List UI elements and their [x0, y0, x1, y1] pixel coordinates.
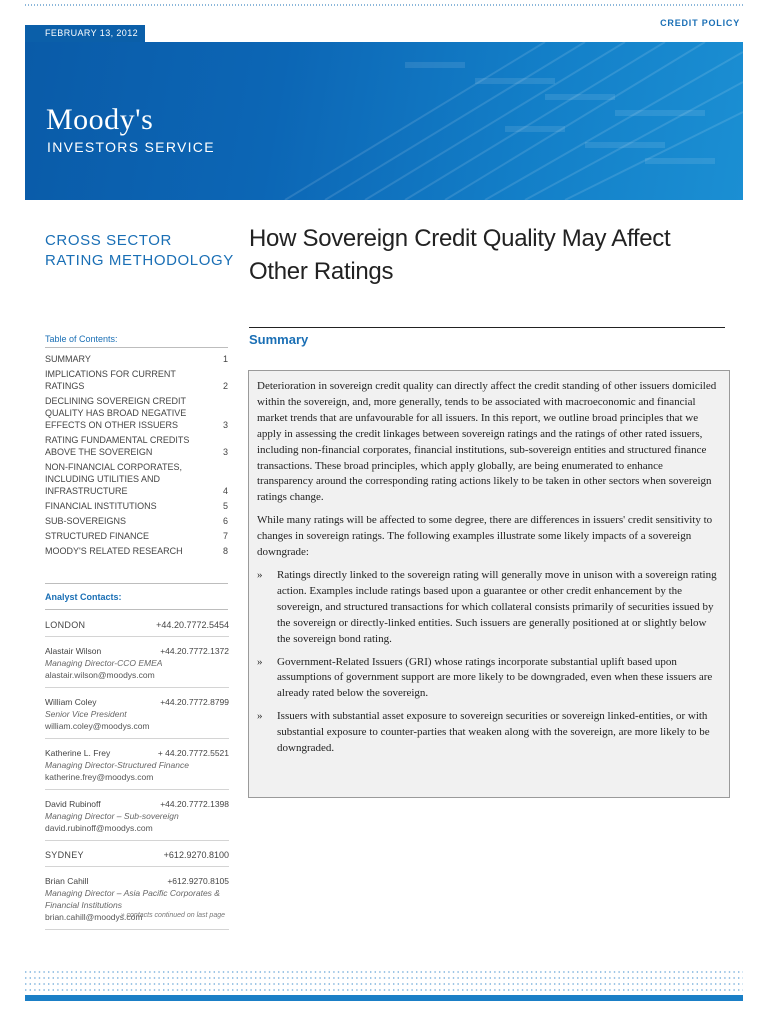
analyst-contact: [45, 637, 229, 687]
toc-item-label: IMPLICATIONS FOR CURRENT RATINGS: [45, 369, 176, 391]
summary-bullet: [257, 709, 721, 757]
analyst-phone: + 44.20.7772.5521: [157, 748, 229, 758]
analyst-email[interactable]: alastair.wilson@moodys.com: [45, 670, 155, 680]
analyst-title: Managing Director-Structured Finance: [45, 760, 189, 770]
analyst-email[interactable]: william.coley@moodys.com: [45, 721, 150, 731]
date-bar: [25, 25, 145, 42]
toc-item[interactable]: [45, 395, 228, 431]
methodology-label-line1: CROSS SECTOR: [45, 232, 172, 249]
analyst-contact: [45, 867, 229, 929]
analyst-email[interactable]: katherine.frey@moodys.com: [45, 772, 154, 782]
toc-item-label: RATING FUNDAMENTAL CREDITS ABOVE THE SOVEREIGN: [45, 435, 190, 457]
toc-item-page: 4: [222, 486, 228, 496]
analyst-contacts: [45, 620, 229, 930]
contact-divider: [45, 929, 229, 930]
moodys-logo-subtitle: INVESTORS SERVICE: [47, 139, 215, 155]
toc-item[interactable]: [45, 353, 228, 365]
analyst-name: William Coley: [45, 697, 97, 707]
publication-date: FEBRUARY 13, 2012: [45, 28, 139, 38]
summary-box: [248, 370, 730, 798]
toc-item[interactable]: [45, 545, 228, 557]
analyst-name: Katherine L. Frey: [45, 748, 111, 758]
analyst-phone: +612.9270.8105: [167, 876, 229, 886]
bullet-text: Ratings directly linked to the sovereign rating will generally move in unison with a sovereign rating action. Examples include ratings based upon a guarantee or other credit enhancement by the sovereign, and structured transactions for which collateral consists primarily of securities issued by the sovereign or directly-linked entities. Such issuers are generally positioned at or slightly below the sovereign bond rating.: [277, 568, 717, 645]
top-decorative-line: [0, 0, 768, 10]
toc-item-page: 8: [222, 546, 228, 556]
analyst-name: Alastair Wilson: [45, 646, 102, 656]
analyst-email[interactable]: brian.cahill@moodys.com: [45, 912, 143, 922]
toc-item[interactable]: [45, 461, 228, 497]
toc-heading: Table of Contents:: [45, 334, 118, 344]
toc-item-page: 5: [222, 501, 228, 511]
analyst-name: Brian Cahill: [45, 876, 89, 886]
analyst-title: Managing Director-CCO EMEA: [45, 658, 163, 668]
summary-bullet: [257, 655, 721, 703]
analyst-name: David Rubinoff: [45, 799, 101, 809]
toc-item-label: SUB-SOVEREIGNS: [45, 516, 127, 526]
analyst-top-rule: [45, 609, 228, 610]
city-row-sydney: [45, 841, 229, 866]
bullet-text: Government-Related Issuers (GRI) whose ratings incorporate substantial uplift based upon assumptions of government support are more likely to be downgraded, even when these issuers are already rated below the sovereign.: [277, 655, 713, 700]
toc-item-page: 1: [222, 354, 228, 364]
toc-item-label: FINANCIAL INSTITUTIONS: [45, 501, 157, 511]
city-phone: +44.20.7772.5454: [156, 620, 229, 630]
toc-item-label: STRUCTURED FINANCE: [45, 531, 150, 541]
toc-item[interactable]: [45, 530, 228, 542]
city-phone: +612.9270.8100: [163, 850, 229, 860]
bullet-marker: »: [257, 568, 263, 581]
toc-item-page: 3: [222, 420, 228, 430]
analyst-contacts-heading: Analyst Contacts:: [45, 592, 122, 602]
table-of-contents: [45, 353, 228, 560]
toc-item[interactable]: [45, 368, 228, 392]
summary-paragraph: Deterioration in sovereign credit quality can directly affect the credit standing of other issuers domiciled within the sovereign, and, more generally, tends to be associated with macroeconomic and financial market trends that are unfavourable for all issuers. In this report, we outline broad principles that we apply in assessing the credit linkages between sovereign ratings and the ratings of other rated issuers, including non-financial corporates, financial institutions, sub-sovereign entities and structured finance transactions. These broad principles, which apply globally, are being enumerated to enhance transparency around the corresponding rating actions likely to be taken in other sectors when sovereign ratings change.: [257, 380, 717, 504]
contacts-continued-note: » contacts continued on last page: [120, 912, 225, 919]
bullet-text: Issuers with substantial asset exposure to sovereign securities or sovereign linked-entities, or with substantial exposure to counter-parties that weaken along with the sovereign, are more likely to be downgraded.: [277, 710, 710, 755]
toc-item-label: MOODY'S RELATED RESEARCH: [45, 546, 183, 556]
section-label: CREDIT POLICY: [660, 18, 740, 28]
toc-item-page: 3: [222, 447, 228, 457]
summary-bullet: [257, 568, 721, 648]
summary-rule: [249, 327, 725, 328]
bullet-marker: »: [257, 710, 263, 723]
city-name: LONDON: [45, 620, 86, 630]
toc-item-page: 6: [222, 516, 228, 526]
analyst-phone: +44.20.7772.1372: [160, 646, 229, 656]
analyst-contact: [45, 739, 229, 789]
toc-item[interactable]: [45, 434, 228, 458]
methodology-label-line2: RATING METHODOLOGY: [45, 252, 234, 269]
summary-heading: Summary: [249, 332, 309, 347]
toc-item-label: SUMMARY: [45, 354, 91, 364]
footer-bar: [25, 995, 743, 1001]
analyst-title: Managing Director – Sub-sovereign: [45, 811, 179, 821]
summary-paragraph: While many ratings will be affected to some degree, there are differences in issuers' credit sensitivity to changes in sovereign ratings. The following examples illustrate some likely impacts of a sovereign downgrade:: [257, 514, 713, 559]
analyst-phone: +44.20.7772.8799: [160, 697, 229, 707]
analyst-contact: [45, 790, 229, 840]
analyst-title: Senior Vice President: [45, 709, 127, 719]
toc-item-page: 7: [222, 531, 228, 541]
city-row-london: [45, 620, 229, 636]
toc-item[interactable]: [45, 515, 228, 527]
city-name: SYDNEY: [45, 850, 84, 860]
document-title: How Sovereign Credit Quality May Affect Other Ratings: [249, 225, 671, 285]
analyst-email[interactable]: david.rubinoff@moodys.com: [45, 823, 153, 833]
toc-item-label: NON-FINANCIAL CORPORATES, INCLUDING UTILITIES AND INFRASTRUCTURE: [45, 462, 183, 496]
toc-item[interactable]: [45, 500, 228, 512]
analyst-title: Managing Director – Asia Pacific Corporates & Financial Institutions: [45, 888, 220, 910]
analyst-contact: [45, 688, 229, 738]
toc-item-page: 2: [222, 381, 228, 391]
toc-bottom-rule: [45, 583, 228, 584]
toc-top-rule: [45, 347, 228, 348]
toc-item-label: DECLINING SOVEREIGN CREDIT QUALITY HAS BROAD NEGATIVE EFFECTS ON OTHER ISSUERS: [45, 396, 187, 430]
bullet-marker: »: [257, 655, 263, 668]
analyst-phone: +44.20.7772.1398: [160, 799, 229, 809]
moodys-logo-title: Moody's: [46, 103, 154, 136]
footer-dot-pattern: [25, 969, 743, 993]
